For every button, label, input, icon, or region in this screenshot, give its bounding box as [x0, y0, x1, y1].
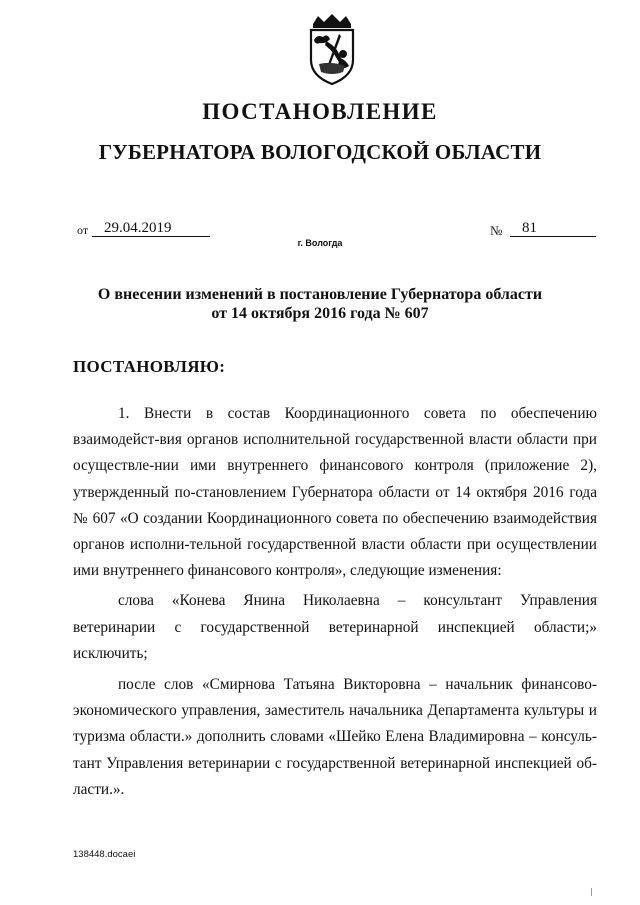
vologda-coat-of-arms-icon [299, 14, 365, 86]
body-paragraph: 1. Внести в состав Координационного совета по обеспечению взаимодейст-вия органов исполнительной государственной власти области при осуществле-нии ими внутреннего финансового контроля (приложение 2), утвержденный по-становлением Губернатора области от 14 октября 2016 года № 607 «О создании Координационного совета по обеспечению взаимодействия органов исполни-тельной государственной власти области при осуществлении ими внутреннего финансового контроля», следующие изменения: [73, 405, 597, 580]
date-value: 29.04.2019 [92, 220, 210, 237]
body-paragraph: после слов «Смирнова Татьяна Викторовна – начальник финансово-экономического управления, заместитель начальника Департамента культуры и туризма области.» дополнить словами «Шейко Елена Владимировна – консуль-тант Управления ветеринарии с государственной ветеринарной инспекцией об-ласти.». [73, 676, 597, 798]
page-mark [591, 888, 592, 896]
date-label: от [77, 223, 89, 237]
resolve-heading: ПОСТАНОВЛЯЮ: [73, 357, 226, 376]
document-issuer: ГУБЕРНАТОРА ВОЛОГОДСКОЙ ОБЛАСТИ [98, 140, 542, 164]
document-body [73, 401, 597, 803]
city-label: г. Вологда [297, 238, 343, 248]
number-value: 81 [510, 220, 596, 237]
subject-heading [0, 285, 640, 323]
body-paragraph: слова «Конева Янина Николаевна – консультант Управления ветеринарии с государственной ветеринарной инспекцией области;» исключить; [73, 592, 597, 662]
subject-line-1: О внесении изменений в постановление Губернатора области [97, 286, 543, 303]
subject-line-2: от 14 октября 2016 года № 607 [211, 305, 429, 322]
document-title: ПОСТАНОВЛЕНИЕ [202, 99, 438, 124]
file-code: 138448.docaei [73, 849, 136, 860]
number-label: № [490, 223, 503, 238]
